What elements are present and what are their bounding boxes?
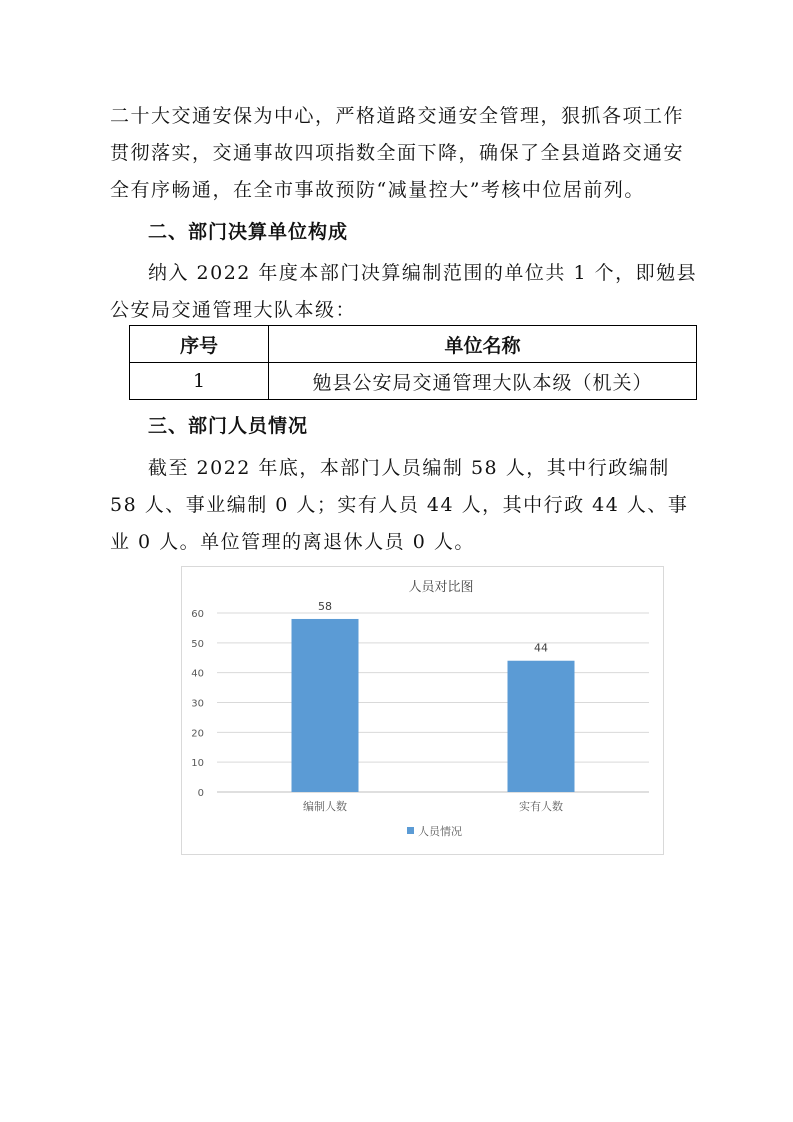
y-tick-label-10: 10 [191,758,204,770]
y-tick-label-20: 20 [191,728,204,740]
unit-table-cell-index: 1 [130,363,269,400]
x-tick-label-实有人数: 实有人数 [519,800,563,813]
section-heading-2: 二、部门决算单位构成 [148,221,349,243]
unit-table [129,325,697,400]
legend-label: 人员情况 [418,825,462,838]
bar-编制人数 [292,619,359,792]
y-tick-label-0: 0 [197,788,204,799]
unit-table-header-name: 单位名称 [269,326,697,363]
x-tick-label-编制人数: 编制人数 [303,800,347,813]
y-tick-label-40: 40 [191,668,204,680]
chart-canvas [182,567,663,854]
y-tick-label-50: 50 [191,638,204,650]
legend-swatch [407,827,414,834]
chart-title: 人员对比图 [408,580,474,595]
body-paragraph-3: 截至 2022 年底，本部门人员编制 58 人，其中行政编制 58 人、事业编制 0 人；实有人员 44 人，其中行政 44 人、事业 0 人。单位管理的离退休人员 0 人。 [110,457,689,553]
data-label-实有人数: 44 [534,641,548,655]
body-paragraph-2: 纳入 2022 年度本部门决算编制范围的单位共 1 个，即勉县公安局交通管理大队本级： [110,262,698,321]
unit-table-header-row [130,326,697,363]
staff-comparison-chart [181,566,664,855]
unit-table-cell-name: 勉县公安局交通管理大队本级（机关） [269,363,697,400]
data-label-编制人数: 58 [318,599,332,613]
section-heading-3: 三、部门人员情况 [148,415,309,437]
unit-table-header-index: 序号 [130,326,269,363]
y-tick-label-30: 30 [191,698,204,710]
body-paragraph-1: 二十大交通安保为中心，严格道路交通安全管理，狠抓各项工作贯彻落实，交通事故四项指数全面下降，确保了全县道路交通安全有序畅通，在全市事故预防“减量控大”考核中位居前列。 [110,105,685,201]
bar-实有人数 [508,661,575,792]
y-tick-label-60: 60 [191,609,204,620]
table-row [130,363,697,400]
